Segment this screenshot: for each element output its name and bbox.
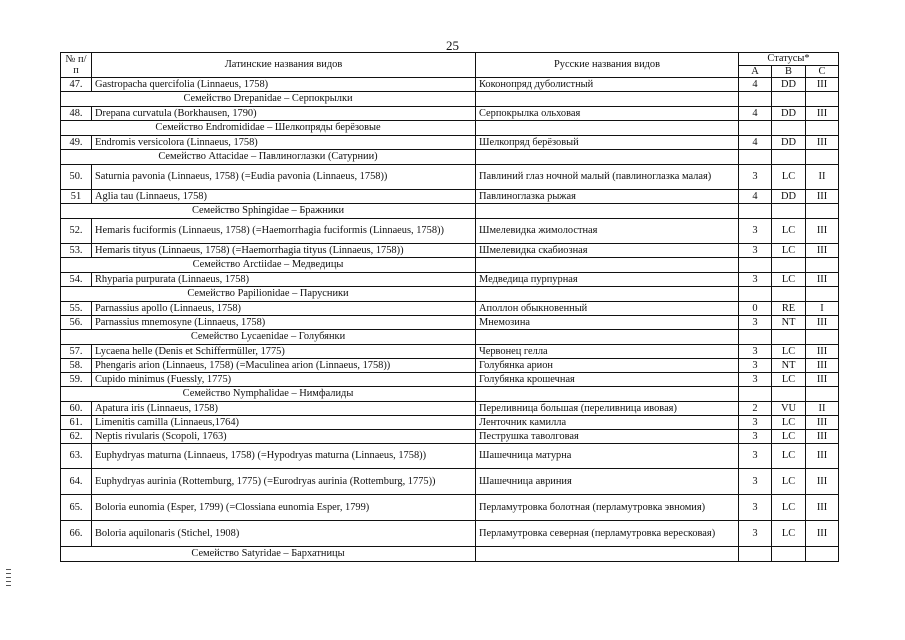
status-c: III — [806, 444, 839, 469]
species-row — [61, 107, 839, 121]
species-number: 58. — [61, 359, 92, 373]
family-row — [61, 92, 839, 107]
family-label: Семейство Lycaenidae – Голубянки — [61, 330, 476, 345]
status-b: DD — [772, 107, 806, 121]
status-c: III — [806, 78, 839, 92]
empty-cell — [476, 330, 739, 345]
empty-cell — [739, 547, 772, 562]
status-b: DD — [772, 78, 806, 92]
status-c: II — [806, 402, 839, 416]
family-row — [61, 204, 839, 219]
status-c: III — [806, 521, 839, 547]
empty-cell — [739, 287, 772, 302]
species-row — [61, 190, 839, 204]
empty-cell — [772, 547, 806, 562]
latin-name: Cupido minimus (Fuessly, 1775) — [92, 373, 476, 387]
species-number: 57. — [61, 345, 92, 359]
empty-cell — [806, 258, 839, 273]
family-label: Семейство Papilionidae – Парусники — [61, 287, 476, 302]
species-number: 65. — [61, 495, 92, 521]
status-a: 0 — [739, 302, 772, 316]
species-row — [61, 345, 839, 359]
species-number: 50. — [61, 165, 92, 190]
status-b: LC — [772, 444, 806, 469]
empty-cell — [806, 547, 839, 562]
species-row — [61, 495, 839, 521]
species-row — [61, 136, 839, 150]
page-number: 25 — [446, 38, 459, 53]
species-row — [61, 316, 839, 330]
empty-cell — [739, 121, 772, 136]
status-b: LC — [772, 345, 806, 359]
status-b: DD — [772, 190, 806, 204]
table-body — [61, 78, 839, 562]
status-b: LC — [772, 165, 806, 190]
empty-cell — [806, 387, 839, 402]
empty-cell — [806, 92, 839, 107]
family-row — [61, 150, 839, 165]
russian-name: Шашечница матурна — [476, 444, 739, 469]
empty-cell — [476, 387, 739, 402]
latin-name: Boloria aquilonaris (Stichel, 1908) — [92, 521, 476, 547]
empty-cell — [476, 121, 739, 136]
status-a: 4 — [739, 107, 772, 121]
status-c: III — [806, 136, 839, 150]
russian-name: Мнемозина — [476, 316, 739, 330]
empty-cell — [739, 150, 772, 165]
header-latin: Латинские названия видов — [92, 53, 476, 78]
latin-name: Gastropacha quercifolia (Linnaeus, 1758) — [92, 78, 476, 92]
russian-name: Шмелевидка скабиозная — [476, 244, 739, 258]
status-b: VU — [772, 402, 806, 416]
species-number: 61. — [61, 416, 92, 430]
species-number: 66. — [61, 521, 92, 547]
family-label: Семейство Attacidae – Павлиноглазки (Сатурнии) — [61, 150, 476, 165]
empty-cell — [772, 150, 806, 165]
latin-name: Euphydryas aurinia (Rottemburg, 1775) (=Eurodryas aurinia (Rottemburg, 1775)) — [92, 469, 476, 495]
russian-name: Пеструшка таволговая — [476, 430, 739, 444]
status-a: 4 — [739, 136, 772, 150]
status-c: III — [806, 345, 839, 359]
latin-name: Hemaris fuciformis (Linnaeus, 1758) (=Haemorrhagia fuciformis (Linnaeus, 1758)) — [92, 219, 476, 244]
margin-marks — [6, 569, 11, 589]
empty-cell — [806, 330, 839, 345]
species-table — [60, 52, 839, 562]
russian-name: Шелкопряд берёзовый — [476, 136, 739, 150]
status-b: NT — [772, 316, 806, 330]
empty-cell — [772, 287, 806, 302]
family-row — [61, 258, 839, 273]
russian-name: Шмелевидка жимолостная — [476, 219, 739, 244]
header-num: № п/п — [61, 53, 92, 78]
latin-name: Apatura iris (Linnaeus, 1758) — [92, 402, 476, 416]
status-b: LC — [772, 373, 806, 387]
status-a: 3 — [739, 316, 772, 330]
family-row — [61, 387, 839, 402]
family-row — [61, 287, 839, 302]
status-a: 3 — [739, 521, 772, 547]
latin-name: Parnassius mnemosyne (Linnaeus, 1758) — [92, 316, 476, 330]
empty-cell — [739, 258, 772, 273]
empty-cell — [772, 258, 806, 273]
species-number: 54. — [61, 273, 92, 287]
latin-name: Neptis rivularis (Scopoli, 1763) — [92, 430, 476, 444]
status-c: III — [806, 373, 839, 387]
empty-cell — [739, 330, 772, 345]
header-russian: Русские названия видов — [476, 53, 739, 78]
latin-name: Euphydryas maturna (Linnaeus, 1758) (=Hypodryas maturna (Linnaeus, 1758)) — [92, 444, 476, 469]
status-b: LC — [772, 416, 806, 430]
status-a: 4 — [739, 190, 772, 204]
status-b: LC — [772, 469, 806, 495]
species-number: 49. — [61, 136, 92, 150]
species-number: 48. — [61, 107, 92, 121]
species-number: 60. — [61, 402, 92, 416]
russian-name: Ленточник камилла — [476, 416, 739, 430]
status-b: LC — [772, 521, 806, 547]
empty-cell — [772, 92, 806, 107]
species-row — [61, 165, 839, 190]
family-row — [61, 121, 839, 136]
status-a: 3 — [739, 219, 772, 244]
status-a: 3 — [739, 495, 772, 521]
latin-name: Limenitis camilla (Linnaeus,1764) — [92, 416, 476, 430]
species-row — [61, 273, 839, 287]
species-number: 52. — [61, 219, 92, 244]
status-b: RE — [772, 302, 806, 316]
empty-cell — [772, 387, 806, 402]
species-row — [61, 521, 839, 547]
status-a: 3 — [739, 244, 772, 258]
russian-name: Шашечница авриния — [476, 469, 739, 495]
empty-cell — [739, 204, 772, 219]
status-c: III — [806, 316, 839, 330]
russian-name: Перламутровка северная (перламутровка вересковая) — [476, 521, 739, 547]
species-number: 51 — [61, 190, 92, 204]
family-label: Семейство Drepanidae – Серпокрылки — [61, 92, 476, 107]
empty-cell — [772, 204, 806, 219]
status-a: 3 — [739, 165, 772, 190]
empty-cell — [476, 287, 739, 302]
status-a: 2 — [739, 402, 772, 416]
status-c: I — [806, 302, 839, 316]
latin-name: Drepana curvatula (Borkhausen, 1790) — [92, 107, 476, 121]
status-a: 3 — [739, 373, 772, 387]
russian-name: Червонец гелла — [476, 345, 739, 359]
species-number: 62. — [61, 430, 92, 444]
empty-cell — [739, 92, 772, 107]
latin-name: Rhyparia purpurata (Linnaeus, 1758) — [92, 273, 476, 287]
status-a: 3 — [739, 273, 772, 287]
species-row — [61, 244, 839, 258]
russian-name: Павлиний глаз ночной малый (павлиноглазка малая) — [476, 165, 739, 190]
species-number: 55. — [61, 302, 92, 316]
status-b: LC — [772, 495, 806, 521]
status-c: III — [806, 273, 839, 287]
status-a: 3 — [739, 359, 772, 373]
empty-cell — [806, 204, 839, 219]
status-b: LC — [772, 430, 806, 444]
empty-cell — [476, 547, 739, 562]
status-c: III — [806, 107, 839, 121]
status-c: III — [806, 416, 839, 430]
species-number: 64. — [61, 469, 92, 495]
russian-name: Перламутровка болотная (перламутровка эвномия) — [476, 495, 739, 521]
russian-name: Коконопряд дуболистный — [476, 78, 739, 92]
empty-cell — [806, 121, 839, 136]
family-row — [61, 547, 839, 562]
species-number: 56. — [61, 316, 92, 330]
empty-cell — [739, 387, 772, 402]
latin-name: Parnassius apollo (Linnaeus, 1758) — [92, 302, 476, 316]
status-c: II — [806, 165, 839, 190]
latin-name: Saturnia pavonia (Linnaeus, 1758) (=Eudia pavonia (Linnaeus, 1758)) — [92, 165, 476, 190]
latin-name: Phengaris arion (Linnaeus, 1758) (=Maculinea arion (Linnaeus, 1758)) — [92, 359, 476, 373]
russian-name: Серпокрылка ольховая — [476, 107, 739, 121]
family-label: Семейство Satyridae – Бархатницы — [61, 547, 476, 562]
species-row — [61, 219, 839, 244]
family-label: Семейство Endromididae – Шелкопряды берёзовые — [61, 121, 476, 136]
family-label: Семейство Sphingidae – Бражники — [61, 204, 476, 219]
empty-cell — [476, 204, 739, 219]
species-row — [61, 359, 839, 373]
latin-name: Hemaris tityus (Linnaeus, 1758) (=Haemorrhagia tityus (Linnaeus, 1758)) — [92, 244, 476, 258]
status-a: 3 — [739, 416, 772, 430]
species-number: 63. — [61, 444, 92, 469]
species-row — [61, 402, 839, 416]
russian-name: Голубянка арион — [476, 359, 739, 373]
species-row — [61, 302, 839, 316]
empty-cell — [806, 287, 839, 302]
header-status-b: В — [772, 65, 806, 78]
species-row — [61, 430, 839, 444]
status-b: NT — [772, 359, 806, 373]
status-c: III — [806, 244, 839, 258]
status-c: III — [806, 495, 839, 521]
status-b: LC — [772, 273, 806, 287]
russian-name: Павлиноглазка рыжая — [476, 190, 739, 204]
empty-cell — [476, 92, 739, 107]
status-c: III — [806, 469, 839, 495]
species-number: 47. — [61, 78, 92, 92]
species-number: 53. — [61, 244, 92, 258]
empty-cell — [772, 330, 806, 345]
family-row — [61, 330, 839, 345]
family-label: Семейство Nymphalidae – Нимфалиды — [61, 387, 476, 402]
russian-name: Переливница большая (переливница ивовая) — [476, 402, 739, 416]
species-row — [61, 78, 839, 92]
species-number: 59. — [61, 373, 92, 387]
latin-name: Boloria eunomia (Esper, 1799) (=Clossiana eunomia Esper, 1799) — [92, 495, 476, 521]
species-row — [61, 373, 839, 387]
latin-name: Endromis versicolora (Linnaeus, 1758) — [92, 136, 476, 150]
empty-cell — [772, 121, 806, 136]
empty-cell — [476, 258, 739, 273]
russian-name: Голубянка крошечная — [476, 373, 739, 387]
status-a: 3 — [739, 469, 772, 495]
header-statuses: Статусы* — [739, 53, 839, 66]
status-c: III — [806, 359, 839, 373]
latin-name: Aglia tau (Linnaeus, 1758) — [92, 190, 476, 204]
russian-name: Аполлон обыкновенный — [476, 302, 739, 316]
russian-name: Медведица пурпурная — [476, 273, 739, 287]
species-row — [61, 416, 839, 430]
status-a: 4 — [739, 78, 772, 92]
status-c: III — [806, 219, 839, 244]
status-a: 3 — [739, 444, 772, 469]
family-label: Семейство Arctiidae – Медведицы — [61, 258, 476, 273]
header-status-a: А — [739, 65, 772, 78]
species-row — [61, 444, 839, 469]
status-c: III — [806, 430, 839, 444]
header-status-c: С — [806, 65, 839, 78]
empty-cell — [806, 150, 839, 165]
status-b: LC — [772, 219, 806, 244]
status-b: LC — [772, 244, 806, 258]
status-a: 3 — [739, 345, 772, 359]
latin-name: Lycaena helle (Denis et Schiffermüller, 1775) — [92, 345, 476, 359]
status-c: III — [806, 190, 839, 204]
empty-cell — [476, 150, 739, 165]
status-b: DD — [772, 136, 806, 150]
species-row — [61, 469, 839, 495]
status-a: 3 — [739, 430, 772, 444]
